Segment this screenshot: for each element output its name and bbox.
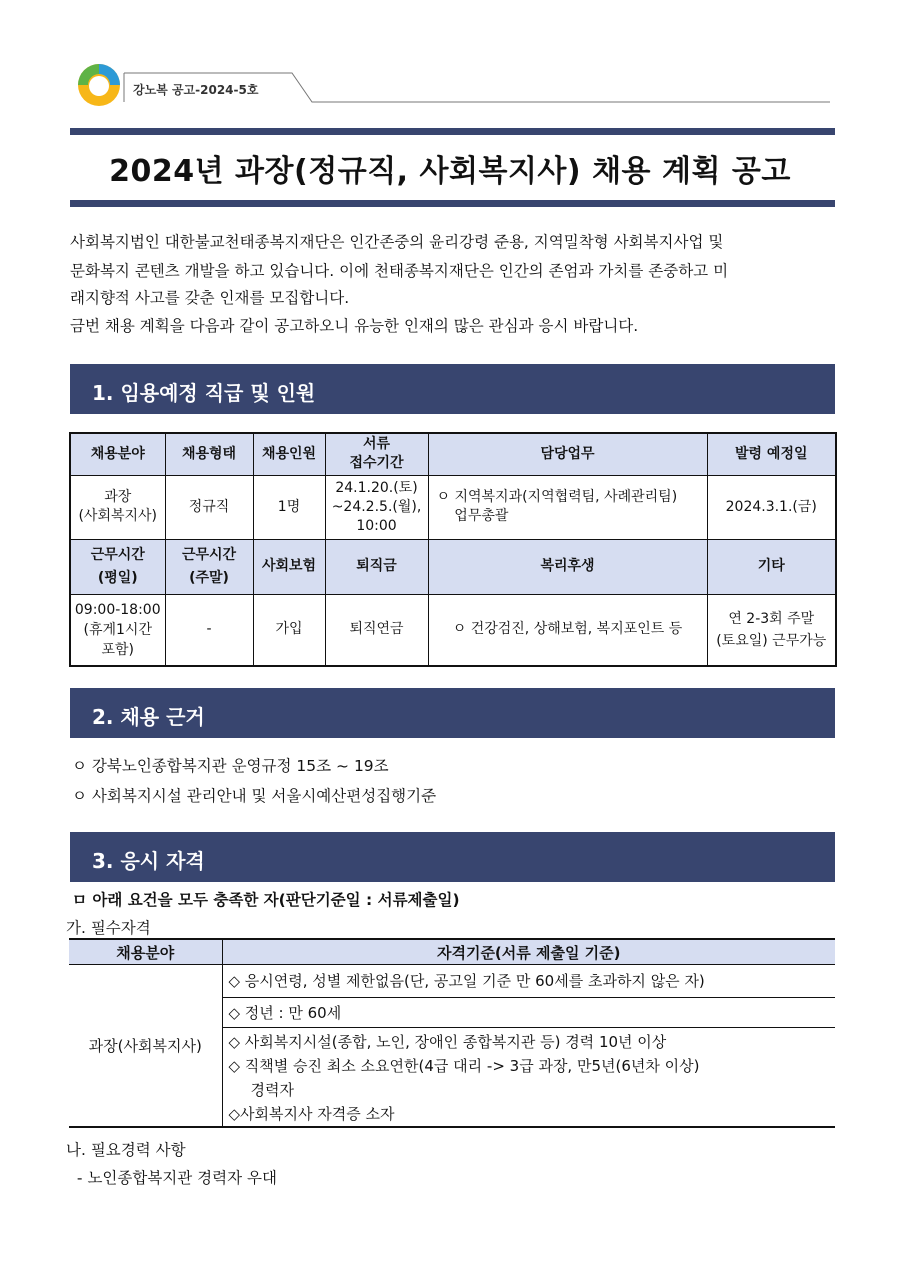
cell-welfare: ㅇ 건강검진, 상해보험, 복지포인트 등 — [428, 594, 707, 666]
table-row — [69, 965, 835, 998]
req-retirement-age: ◇ 정년 : 만 60세 — [222, 998, 835, 1028]
col-start: 발령 예정일 — [707, 433, 836, 475]
intro-line-1: 사회복지법인 대한불교천태종복지재단은 인간존중의 윤리강령 준용, 지역밀착형 사회복지사업 및 — [70, 233, 724, 251]
col-duty: 담당업무 — [428, 433, 707, 475]
intro-line-4: 금번 채용 계획을 다음과 같이 공고하오니 유능한 인재의 많은 관심과 응시 바랍니다. — [70, 317, 639, 335]
col-field: 채용분야 — [70, 433, 165, 475]
cell-weekend-hours: - — [165, 594, 253, 666]
req-promotion-cont: 경력자 — [250, 1081, 294, 1099]
cell-category: 과장(사회복지사) — [69, 965, 222, 1128]
position-table — [69, 432, 837, 667]
col-period: 서류 접수기간 — [325, 433, 428, 475]
sub-heading-required: 가. 필수자격 — [66, 919, 151, 937]
foundation-logo-icon — [76, 62, 122, 108]
col-weekday-hours: 근무시간 (평일) — [70, 539, 165, 594]
section3-heading-bar — [70, 832, 835, 882]
basis-item-2: ㅇ 사회복지시설 관리안내 및 서울시예산편성집행기준 — [72, 787, 437, 805]
section2-heading: 2. 채용 근거 — [92, 705, 205, 729]
col-etc: 기타 — [707, 539, 836, 594]
cell-insurance: 가입 — [253, 594, 325, 666]
cell-period: 24.1.20.(토) ~24.2.5.(월), 10:00 — [325, 475, 428, 539]
page-title: 2024년 과장(정규직, 사회복지사) 채용 계획 공고 — [109, 154, 791, 189]
col-insurance: 사회보험 — [253, 539, 325, 594]
req-experience-block — [222, 1028, 835, 1103]
table-row — [70, 539, 836, 594]
col-retirement: 퇴직금 — [325, 539, 428, 594]
preferred-item: - 노인종합복지관 경력자 우대 — [72, 1169, 277, 1187]
intro-line-2: 문화복지 콘텐츠 개발을 하고 있습니다. 이에 천태종복지재단은 인간의 존엄과 가치를 존중하고 미 — [70, 262, 729, 280]
cell-retirement: 퇴직연금 — [325, 594, 428, 666]
cell-start: 2024.3.1.(금) — [707, 475, 836, 539]
table-row — [70, 433, 836, 475]
col-field: 채용분야 — [69, 939, 222, 965]
req-license: ◇사회복지사 자격증 소자 — [222, 1102, 835, 1127]
col-weekend-hours: 근무시간 (주말) — [165, 539, 253, 594]
req-age: ◇ 응시연령, 성별 제한없음(단, 공고일 기준 만 60세를 초과하지 않은 자) — [222, 965, 835, 998]
intro-line-3: 래지향적 사고를 갖춘 인재를 모집합니다. — [70, 289, 350, 307]
cell-etc: 연 2-3회 주말 (토요일) 근무가능 — [707, 594, 836, 666]
section2-heading-bar — [70, 688, 835, 738]
col-criteria: 자격기준(서류 제출일 기준) — [222, 939, 835, 965]
qualification-table — [69, 938, 835, 1128]
section1-heading-bar — [70, 364, 835, 414]
cell-count: 1명 — [253, 475, 325, 539]
req-experience: ◇ 사회복지시설(종합, 노인, 장애인 종합복지관 등) 경력 10년 이상 — [228, 1033, 667, 1051]
title-top-bar — [70, 128, 835, 135]
col-type: 채용형태 — [165, 433, 253, 475]
col-count: 채용인원 — [253, 433, 325, 475]
section3-heading: 3. 응시 자격 — [92, 849, 205, 873]
qualification-condition: ㅁ 아래 요건을 모두 충족한 자(판단기준일 : 서류제출일) — [72, 891, 460, 909]
req-promotion: ◇ 직책별 승진 최소 소요연한(4급 대리 -> 3급 과장, 만5년(6년차 이상) — [228, 1057, 700, 1075]
header-tab-outline — [0, 0, 900, 120]
col-welfare: 복리후생 — [428, 539, 707, 594]
section1-heading: 1. 임용예정 직급 및 인원 — [92, 381, 316, 405]
sub-heading-preferred: 나. 필요경력 사항 — [66, 1141, 186, 1159]
table-row — [70, 594, 836, 666]
table-row — [69, 939, 835, 965]
cell-type: 정규직 — [165, 475, 253, 539]
table-row — [70, 475, 836, 539]
title-bottom-bar — [70, 200, 835, 207]
basis-item-1: ㅇ 강북노인종합복지관 운영규정 15조 ~ 19조 — [72, 757, 389, 775]
cell-duty: ㅇ 지역복지과(지역협력팀, 사례관리팀) 업무총괄 — [428, 475, 707, 539]
cell-weekday-hours: 09:00-18:00 (휴게1시간 포함) — [70, 594, 165, 666]
notice-number: 강노복 공고-2024-5호 — [133, 83, 259, 97]
cell-field: 과장 (사회복지사) — [70, 475, 165, 539]
